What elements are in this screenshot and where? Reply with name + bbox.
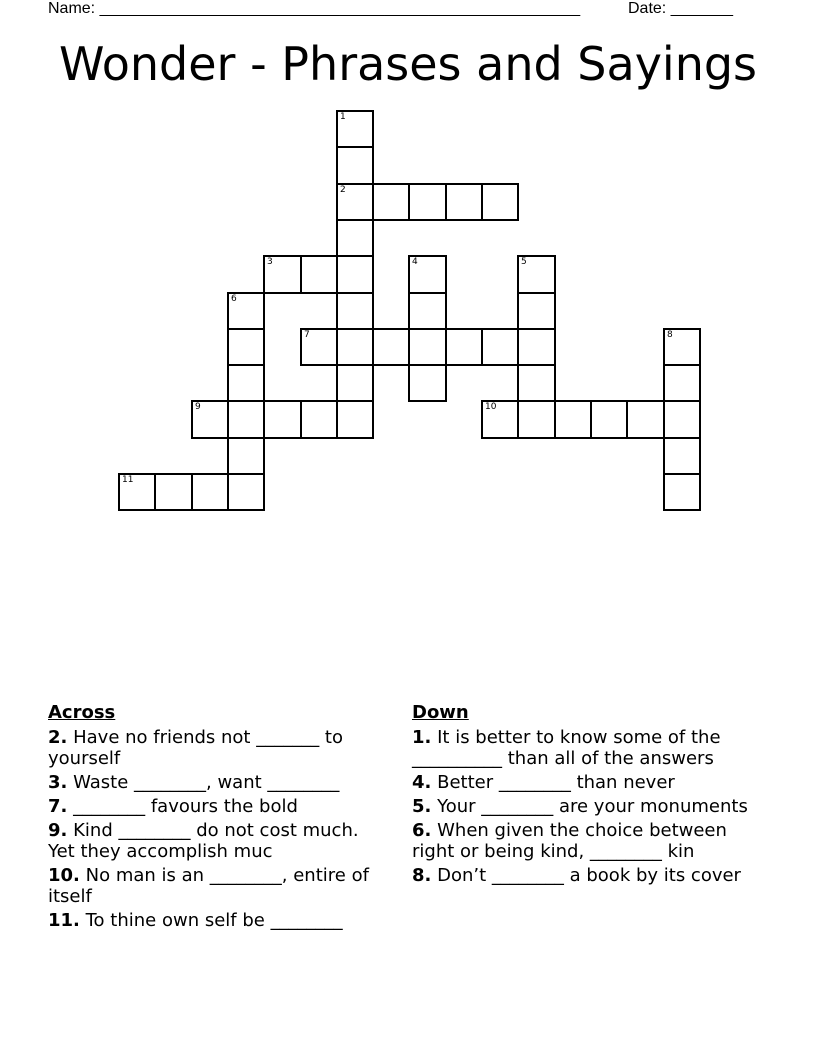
crossword-cell[interactable] bbox=[517, 328, 556, 366]
down-clue: 5. Your ________ are your monuments bbox=[412, 796, 748, 817]
across-clue: 11. To thine own self be ________ bbox=[48, 910, 343, 931]
crossword-cell[interactable] bbox=[263, 255, 302, 294]
cell-number: 1 bbox=[340, 112, 346, 122]
crossword-cell[interactable] bbox=[408, 364, 447, 402]
across-clues bbox=[48, 702, 383, 934]
crossword-cell[interactable] bbox=[481, 183, 519, 221]
crossword-cell[interactable] bbox=[408, 328, 447, 366]
crossword-cell[interactable] bbox=[336, 364, 374, 402]
crossword-cell[interactable] bbox=[590, 400, 628, 439]
down-clue: 1. It is better to know some of the __________ than all of the answers bbox=[412, 727, 721, 769]
crossword-cell[interactable] bbox=[118, 473, 156, 511]
crossword-cell[interactable] bbox=[300, 255, 338, 294]
cell-number: 9 bbox=[195, 402, 201, 412]
crossword-cell[interactable] bbox=[336, 328, 374, 366]
crossword-cell[interactable] bbox=[663, 473, 701, 511]
crossword-cell[interactable] bbox=[408, 183, 447, 221]
across-clue: 2. Have no friends not _______ to yourself bbox=[48, 727, 344, 769]
crossword-cell[interactable] bbox=[372, 183, 410, 221]
name-field-label: Name: ______________________________________________________ bbox=[48, 0, 581, 17]
crossword-cell[interactable] bbox=[336, 219, 374, 257]
cell-number: 8 bbox=[667, 330, 673, 340]
down-clue: 8. Don’t ________ a book by its cover bbox=[412, 865, 741, 886]
across-heading: Across bbox=[48, 702, 116, 723]
crossword-cell[interactable] bbox=[336, 146, 374, 185]
crossword-cell[interactable] bbox=[263, 400, 302, 439]
crossword-cell[interactable] bbox=[227, 473, 265, 511]
crossword-cell[interactable] bbox=[663, 437, 701, 475]
crossword-cell[interactable] bbox=[227, 364, 265, 402]
crossword-cell[interactable] bbox=[663, 364, 701, 402]
crossword-cell[interactable] bbox=[517, 292, 556, 330]
cell-number: 5 bbox=[521, 257, 527, 267]
down-heading: Down bbox=[412, 702, 469, 723]
cell-number: 6 bbox=[231, 294, 237, 304]
down-clue: 4. Better ________ than never bbox=[412, 772, 675, 793]
crossword-cell[interactable] bbox=[517, 364, 556, 402]
crossword-cell[interactable] bbox=[481, 328, 519, 366]
cell-number: 3 bbox=[267, 257, 273, 267]
page-title: Wonder - Phrases and Sayings bbox=[58, 37, 758, 91]
crossword-cell[interactable] bbox=[336, 292, 374, 330]
crossword-cell[interactable] bbox=[445, 328, 483, 366]
cell-number: 11 bbox=[122, 475, 134, 485]
cell-number: 7 bbox=[304, 330, 310, 340]
crossword-cell[interactable] bbox=[300, 328, 338, 366]
down-clue: 6. When given the choice between right or being kind, ________ kin bbox=[412, 820, 727, 862]
crossword-cell[interactable] bbox=[191, 473, 229, 511]
crossword-cell[interactable] bbox=[517, 400, 556, 439]
crossword-cell[interactable] bbox=[445, 183, 483, 221]
across-clue: 10. No man is an ________, entire of itself bbox=[48, 865, 369, 907]
crossword-cell[interactable] bbox=[336, 255, 374, 294]
crossword-cell[interactable] bbox=[663, 400, 701, 439]
crossword-cell[interactable] bbox=[336, 183, 374, 221]
crossword-cell[interactable] bbox=[663, 328, 701, 366]
crossword-cell[interactable] bbox=[408, 255, 447, 294]
crossword-cell[interactable] bbox=[336, 400, 374, 439]
crossword-cell[interactable] bbox=[554, 400, 592, 439]
crossword-cell[interactable] bbox=[626, 400, 665, 439]
across-clue: 3. Waste ________, want ________ bbox=[48, 772, 340, 793]
crossword-cell[interactable] bbox=[517, 255, 556, 294]
crossword-cell[interactable] bbox=[372, 328, 410, 366]
crossword-cell[interactable] bbox=[227, 328, 265, 366]
down-clues bbox=[412, 702, 757, 889]
crossword-cell[interactable] bbox=[336, 110, 374, 148]
cell-number: 4 bbox=[412, 257, 418, 267]
crossword-cell[interactable] bbox=[408, 292, 447, 330]
crossword-cell[interactable] bbox=[300, 400, 338, 439]
crossword-cell[interactable] bbox=[227, 437, 265, 475]
crossword-cell[interactable] bbox=[227, 400, 265, 439]
across-clue: 9. Kind ________ do not cost much. Yet they accomplish muc bbox=[48, 820, 359, 862]
across-clue: 7. ________ favours the bold bbox=[48, 796, 298, 817]
cell-number: 2 bbox=[340, 185, 346, 195]
crossword-cell[interactable] bbox=[191, 400, 229, 439]
crossword-cell[interactable] bbox=[227, 292, 265, 330]
crossword-cell[interactable] bbox=[154, 473, 193, 511]
crossword-cell[interactable] bbox=[481, 400, 519, 439]
date-field-label: Date: _______ bbox=[628, 0, 733, 17]
cell-number: 10 bbox=[485, 402, 497, 412]
